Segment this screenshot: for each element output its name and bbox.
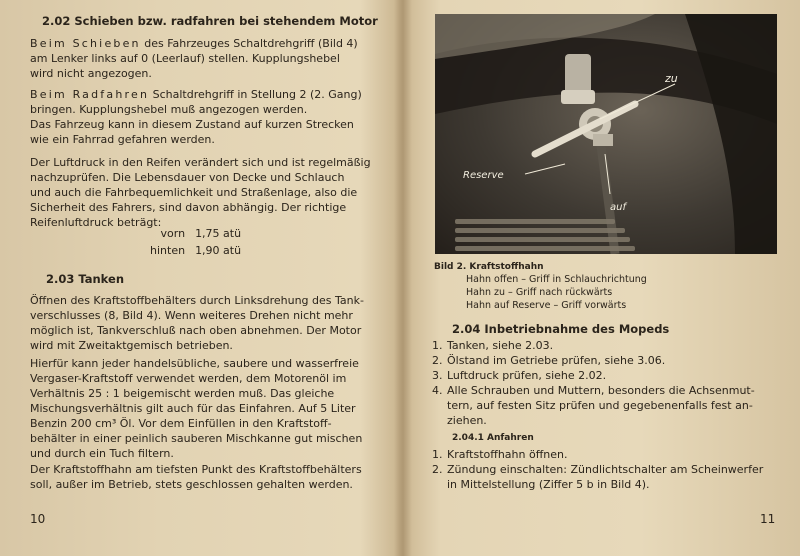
tyre-front-value: 1,75 atü — [195, 227, 242, 240]
photo-label-auf: auf — [610, 202, 626, 213]
ride-line-2: bringen. Kupplungshebel muß angezogen werden. — [30, 103, 308, 116]
ride-lead: Beim Radfahren — [30, 88, 150, 101]
tyre-front-label: vorn — [160, 227, 186, 240]
list-item: 4. Alle Schrauben und Muttern, besonders die Achsenmut- tern, auf festen Sitz prüfen und gegebenenfalls fest an- ziehen. — [432, 384, 755, 427]
photo-fuel-valve — [435, 14, 777, 254]
heading-2-04: 2.04 Inbetriebnahme des Mopeds — [452, 322, 670, 336]
tyre-rear-label: hinten — [150, 244, 186, 257]
tyre-row-rear — [150, 242, 249, 259]
paragraph-fuel-mixture: Hierfür kann jeder handelsübliche, saubere und wasserfreie Vergaser-Kraftstoff verwendet werden, dem Motorenöl im Verhältnis 25 : 1 beigemischt werden muß. Das gleiche Mischungsverhältnis gilt auch für das Einfahren. Auf 5 Liter Benzin 200 cm³ Öl. Vor dem Einfüllen in den Kraftstoff- behälter in einer peinlich sauberen Mischkanne gut mischen und durch ein Tuch filtern. — [30, 357, 363, 460]
tyre-pressure-table — [150, 225, 249, 259]
photo-label-reserve: Reserve — [463, 170, 504, 181]
list-item: 3. Luftdruck prüfen, siehe 2.02. — [432, 369, 607, 382]
push-rest: des Fahrzeuges Schaltdrehgriff (Bild 4) — [140, 37, 358, 50]
push-line-2: am Lenker links auf 0 (Leerlauf) stellen. Kupplungshebel — [30, 52, 340, 65]
list-item: 2. Ölstand im Getriebe prüfen, siehe 3.06. — [432, 354, 666, 367]
start-procedure-list — [432, 447, 772, 492]
photo-label-zu: zu — [665, 72, 678, 85]
page-number-left: 10 — [30, 512, 46, 526]
heading-2-04-1: 2.04.1 Anfahren — [452, 433, 534, 443]
tyre-row-front — [150, 225, 249, 242]
caption-line-closed: Hahn zu – Griff nach rückwärts — [466, 287, 613, 298]
push-line-3: wird nicht angezogen. — [30, 67, 152, 80]
paragraph-air-pressure: Der Luftdruck in den Reifen verändert sich und ist regelmäßig nachzuprüfen. Die Lebensdauer von Decke und Schlauch und auch die Fahrbequemlichkeit und Straßenlage, also die Sicherheit des Fahrers, sind davon abhängig. Der richtige Reifenluftdruck beträgt: — [30, 156, 371, 229]
ride-rest: Schaltdrehgriff in Stellung 2 (2. Gang) — [149, 88, 362, 101]
paragraph-push — [30, 36, 358, 81]
fuel-valve-illustration — [435, 14, 777, 254]
tyre-rear-value: 1,90 atü — [195, 244, 242, 257]
page-right — [408, 0, 800, 556]
heading-2-03: 2.03 Tanken — [46, 272, 125, 286]
ride-line-3: Das Fahrzeug kann in diesem Zustand auf kurzen Strecken — [30, 118, 354, 131]
list-item: 1. Kraftstoffhahn öffnen. — [432, 448, 568, 461]
figure-caption-title: Bild 2. Kraftstoffhahn — [434, 262, 544, 272]
list-item: 1. Tanken, siehe 2.03. — [432, 339, 554, 352]
paragraph-tank: Öffnen des Kraftstoffbehälters durch Linksdrehung des Tank- verschlusses (8, Bild 4). Wenn weiteres Drehen nicht mehr möglich ist, Tankverschluß nach oben abnehmen. Der Motor wird mit Zweitaktgemisch betrieben. — [30, 294, 364, 352]
caption-line-open: Hahn offen – Griff in Schlauchrichtung — [466, 274, 647, 285]
heading-2-02: 2.02 Schieben bzw. radfahren bei stehendem Motor — [42, 14, 378, 28]
paragraph-ride — [30, 87, 362, 147]
push-lead: Beim Schieben — [30, 37, 141, 50]
paragraph-fuel-valve: Der Kraftstoffhahn am tiefsten Punkt des Kraftstoffbehälters soll, außer im Betrieb, stets geschlossen gehalten werden. — [30, 463, 362, 491]
caption-line-reserve: Hahn auf Reserve – Griff vorwärts — [466, 300, 627, 311]
page-number-right: 11 — [760, 512, 776, 526]
ride-line-4: wie ein Fahrrad gefahren werden. — [30, 133, 215, 146]
list-item: 2. Zündung einschalten: Zündlichtschalter am Scheinwerfer in Mittelstellung (Ziffer 5 b in Bild 4). — [432, 463, 764, 491]
startup-checklist — [432, 338, 772, 428]
